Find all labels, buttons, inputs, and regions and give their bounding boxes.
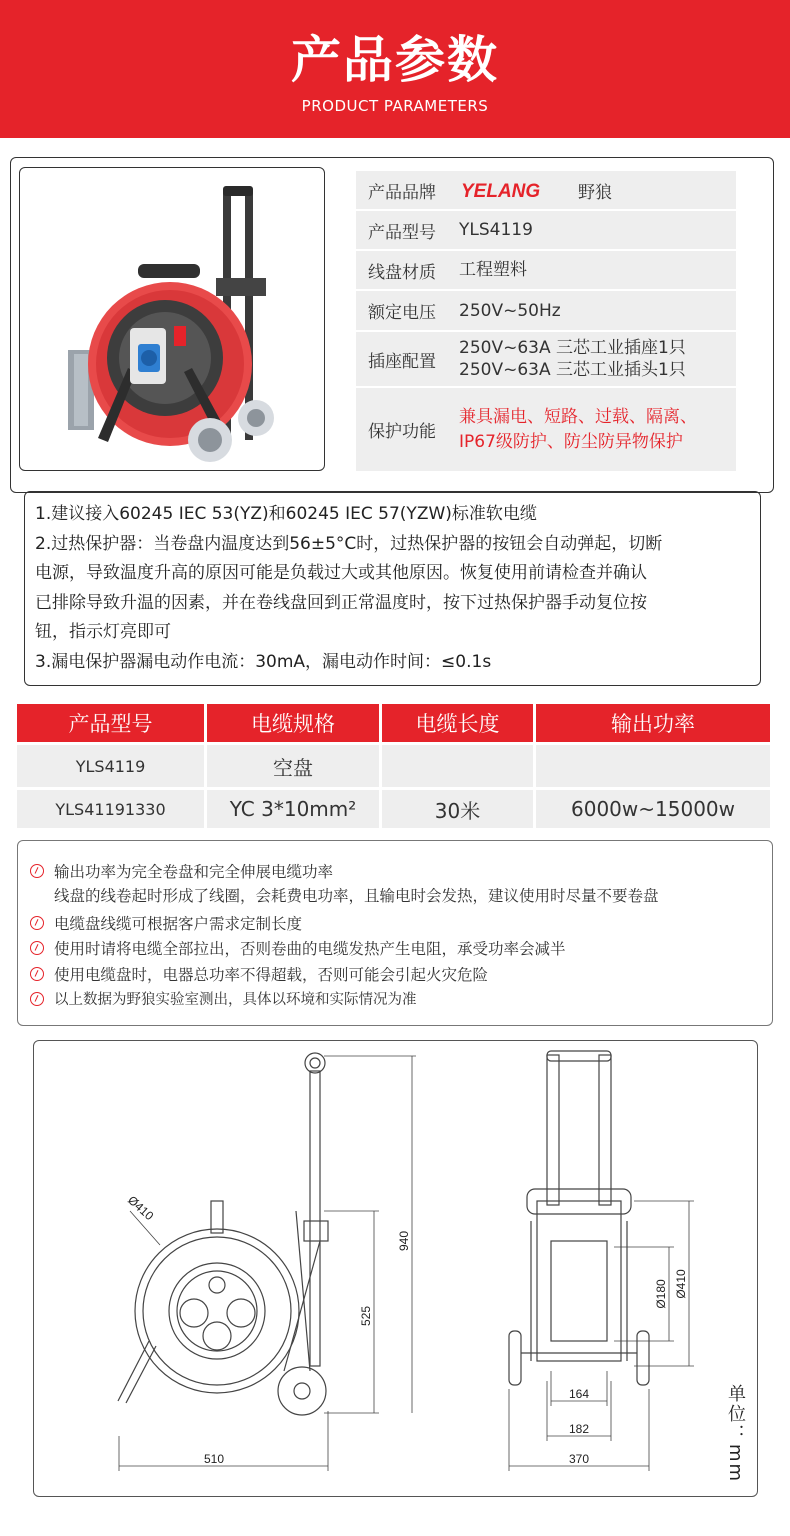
dim-370-label: 370 [568,1452,590,1466]
warning-icon [30,941,44,955]
spec-value-protect [459,405,697,455]
spec-value-protect-2: IP67级防护、防尘防异物保护 [459,431,683,452]
product-photo [19,167,325,471]
spec-value-model: YLS4119 [459,220,533,240]
table-header-cable-length: 电缆长度 [382,704,533,742]
spec-row-material [356,251,736,289]
warning-item [30,860,333,882]
note-line: 2.过热保护器：当卷盘内温度达到56±5°C时，过热保护器的按钮会自动弹起，切断 [35,533,663,554]
table-cell: YLS41191330 [17,790,204,828]
table-header-cable-spec: 电缆规格 [207,704,379,742]
warning-icon [30,864,44,878]
warning-icon [30,916,44,930]
table-cell: YLS4119 [17,745,204,787]
warning-text: 以上数据为野狼实验室测出，具体以环境和实际情况为准 [54,992,417,1008]
spec-value-brand: 野狼 [578,182,612,203]
unit-label: 单位：mm [725,1384,746,1484]
spec-row-brand [356,171,736,209]
warnings-box [17,840,773,1026]
spec-label-material: 线盘材质 [368,262,436,283]
spec-value-protect-1: 兼具漏电、短路、过载、隔离、 [459,406,697,427]
warning-text: 使用时请将电缆全部拉出，否则卷曲的电缆发热产生电阻，承受功率会减半 [54,940,566,958]
spec-value-socket-1: 250V~63A 三芯工业插座1只 [459,338,686,358]
page-title: 产品参数 [291,31,499,89]
spec-label-socket: 插座配置 [368,351,436,372]
cable-reel-image [20,168,325,471]
spec-row-socket [356,332,736,386]
spec-label-protect: 保护功能 [368,422,436,442]
dim-height-label: 940 [397,1230,411,1252]
table-header-output-power: 输出功率 [536,704,770,742]
note-line: 3.漏电保护器漏电动作电流：30mA，漏电动作时间：≤0.1s [35,651,492,672]
spec-value-socket [459,337,686,381]
spec-row-voltage [356,291,736,330]
spec-value-voltage: 250V~50Hz [459,300,561,321]
dimension-drawing [34,1041,759,1498]
dim-164-label: 164 [568,1387,590,1401]
dim-width-label: 510 [203,1452,225,1466]
spec-label-voltage: 额定电压 [368,303,436,323]
dim-182-label: 182 [568,1422,590,1436]
table-cell: 6000w~15000w [536,790,770,828]
warning-item [30,937,566,959]
dim-outer-label: Ø410 [674,1269,688,1299]
warning-item [30,963,488,985]
dim-axle-label: 525 [359,1305,373,1327]
warning-text: 输出功率为完全卷盘和完全伸展电缆功率 [54,863,334,881]
notes-box [24,491,761,686]
table-cell: 30米 [382,790,533,828]
warning-icon [30,992,44,1006]
warning-item [30,912,302,934]
table-cell: 空盘 [207,745,379,787]
warning-text: 电缆盘线缆可根据客户需求定制长度 [54,915,303,933]
note-line: 电源，导致温度升高的原因可能是负载过大或其他原因。恢复使用前请检查并确认 [35,563,647,583]
page-subtitle: PRODUCT PARAMETERS [301,97,489,115]
warning-item [30,988,417,1009]
note-line: 钮，指示灯亮即可 [35,622,171,642]
spec-label-model: 产品型号 [368,222,436,243]
page-header [0,0,790,138]
dim-diameter-label: Ø410 [125,1193,157,1224]
warning-item [30,884,659,906]
table-cell [382,745,533,787]
table-cell: YC 3*10mm² [207,790,379,828]
technical-drawing [33,1040,758,1497]
warning-icon [30,967,44,981]
warning-text: 线盘的线卷起时形成了线圈，会耗费电功率，且输电时会发热，建议使用时尽量不要卷盘 [54,887,659,905]
spec-label-brand: 产品品牌 [368,182,436,203]
spec-value-material: 工程塑料 [459,260,527,280]
spec-row-model [356,211,736,249]
svg-text:YELANG: YELANG [461,181,541,202]
spec-value-socket-2: 250V~63A 三芯工业插头1只 [459,360,686,380]
brand-logo [459,177,555,203]
note-line: 1.建议接入60245 IEC 53(YZ)和60245 IEC 57(YZW)标准软电缆 [35,504,537,524]
table-header-model: 产品型号 [17,704,204,742]
table-cell [536,745,770,787]
note-line: 已排除导致升温的因素，并在卷线盘回到正常温度时，按下过热保护器手动复位按 [35,592,647,613]
spec-row-protect [356,388,736,471]
dim-inner-label: Ø180 [654,1279,668,1309]
warning-text: 使用电缆盘时，电器总功率不得超载，否则可能会引起火灾危险 [54,966,489,984]
